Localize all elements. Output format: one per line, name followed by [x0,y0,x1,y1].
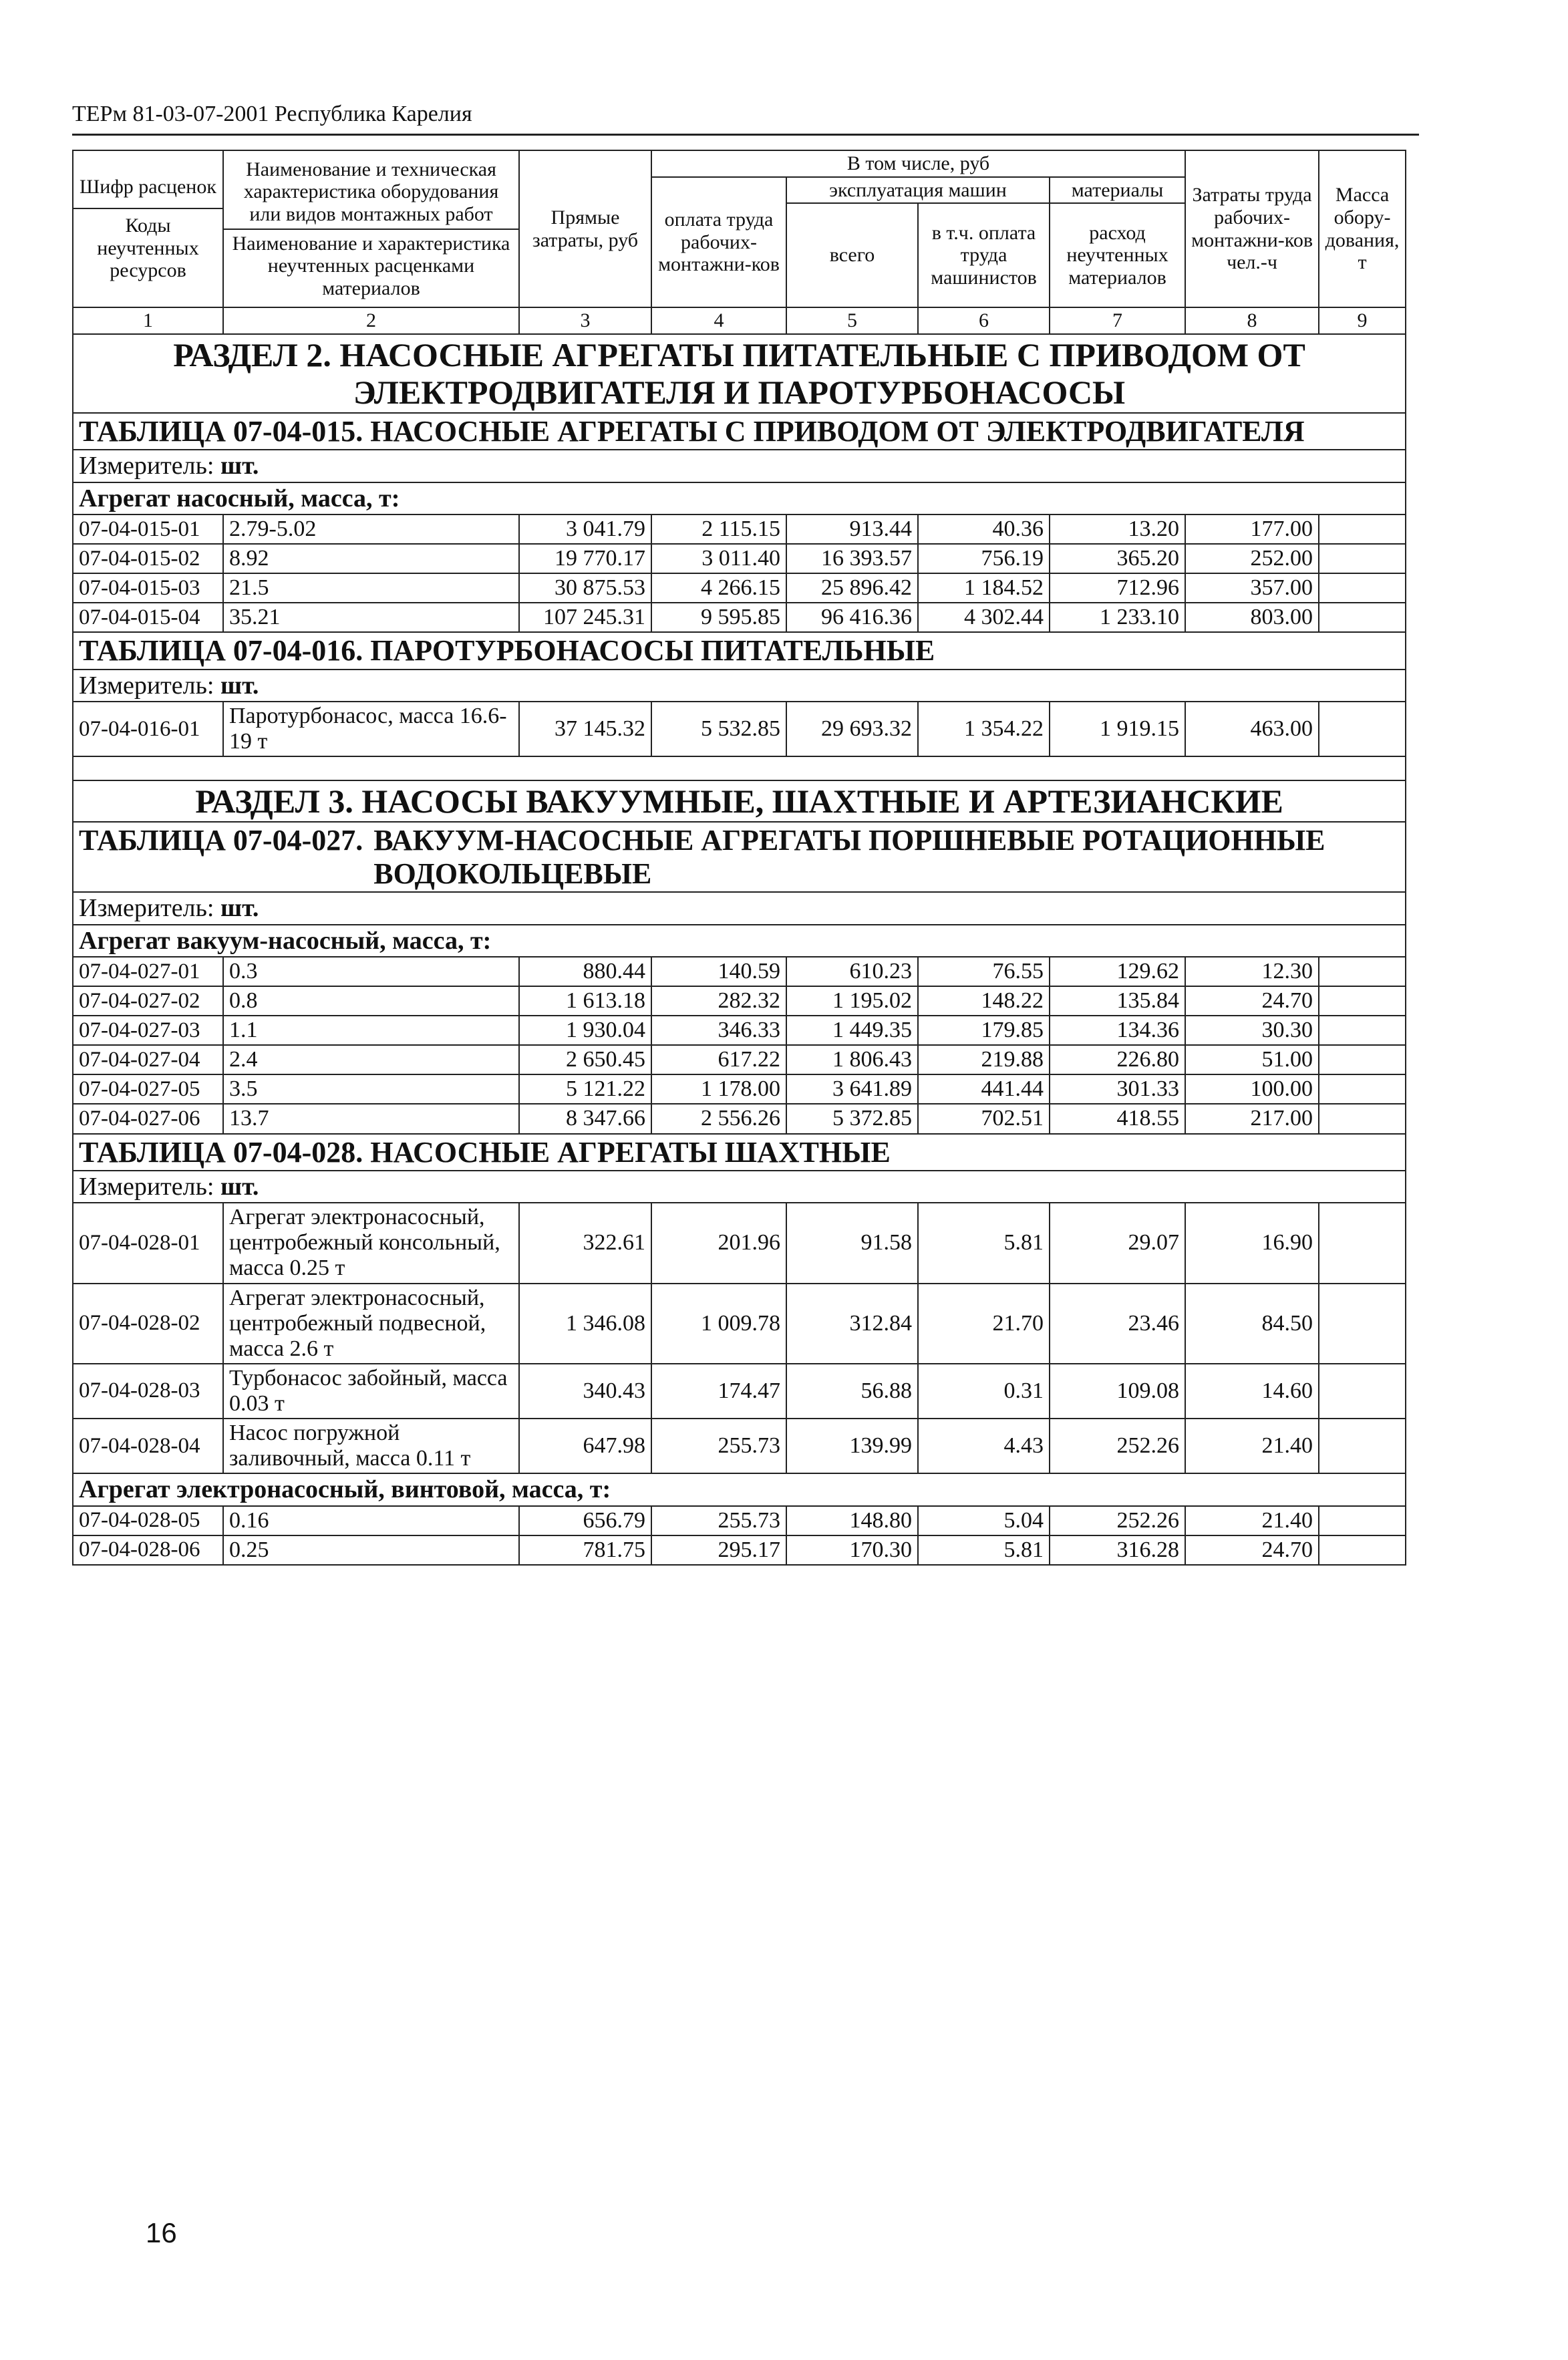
section-title: РАЗДЕЛ 2. НАСОСНЫЕ АГРЕГАТЫ ПИТАТЕЛЬНЫЕ С ПРИВОДОМ ОТ ЭЛЕКТРОДВИГАТЕЛЯ И ПАРОТУРБОНАСОСЫ [73,334,1406,413]
group-heading: Агрегат электронасосный, винтовой, масса, т: [73,1473,1406,1506]
table-row [73,1203,1406,1283]
row-machines-cost: 170.30 [786,1535,918,1565]
col-hours-header: Затраты труда рабочих-монтажни-ков чел.-ч [1185,150,1319,307]
row-machines-cost: 1 195.02 [786,986,918,1016]
row-materials-cost: 134.36 [1050,1016,1185,1045]
row-equipment-mass [1319,986,1406,1016]
col-labor-header: оплата труда рабочих-монтажни-ков [651,177,786,308]
row-direct-cost: 37 145.32 [519,702,651,756]
row-code: 07-04-028-02 [73,1284,223,1364]
col-number: 4 [651,307,786,334]
row-materials-cost: 29.07 [1050,1203,1185,1283]
row-operators-cost: 5.04 [918,1506,1050,1535]
col-code-top: Шифр расценок [80,176,216,198]
row-labor-cost: 3 011.40 [651,544,786,573]
row-name: 0.3 [223,957,519,986]
unit-value: шт. [220,1172,259,1201]
row-machines-cost: 25 896.42 [786,573,918,603]
row-materials-cost: 316.28 [1050,1535,1185,1565]
row-name: Турбонасос забойный, масса 0.03 т [223,1364,519,1419]
row-code: 07-04-016-01 [73,702,223,756]
row-operators-cost: 5.81 [918,1203,1050,1283]
row-code: 07-04-015-01 [73,514,223,544]
row-direct-cost: 340.43 [519,1364,651,1419]
row-labor-hours: 24.70 [1185,1535,1319,1565]
unit-value: шт. [220,452,259,480]
row-materials-cost: 23.46 [1050,1284,1185,1364]
row-labor-hours: 12.30 [1185,957,1319,986]
row-materials-cost: 226.80 [1050,1045,1185,1074]
row-code: 07-04-028-03 [73,1364,223,1419]
row-materials-cost: 1 233.10 [1050,603,1185,632]
row-name: 35.21 [223,603,519,632]
row-labor-hours: 14.60 [1185,1364,1319,1419]
row-materials-cost: 365.20 [1050,544,1185,573]
row-machines-cost: 96 416.36 [786,603,918,632]
table-row [73,603,1406,632]
table-row [73,1104,1406,1133]
col-name-bottom: Наименование и характеристика неучтенных расценками материалов [224,229,518,303]
price-table [72,150,1406,1566]
table-row [73,514,1406,544]
row-name: 8.92 [223,544,519,573]
row-code: 07-04-027-02 [73,986,223,1016]
row-operators-cost: 76.55 [918,957,1050,986]
row-name: Агрегат электронасосный, центробежный подвесной, масса 2.6 т [223,1284,519,1364]
row-operators-cost: 441.44 [918,1074,1050,1104]
row-equipment-mass [1319,1203,1406,1283]
row-operators-cost: 5.81 [918,1535,1050,1565]
row-machines-cost: 139.99 [786,1419,918,1473]
row-labor-cost: 201.96 [651,1203,786,1283]
row-operators-cost: 179.85 [918,1016,1050,1045]
row-equipment-mass [1319,573,1406,603]
table-row [73,1419,1406,1473]
table-row [73,1506,1406,1535]
row-direct-cost: 3 041.79 [519,514,651,544]
row-direct-cost: 107 245.31 [519,603,651,632]
row-direct-cost: 880.44 [519,957,651,986]
row-labor-hours: 463.00 [1185,702,1319,756]
row-machines-cost: 1 806.43 [786,1045,918,1074]
col-code-bottom: Коды неучтенных ресурсов [97,214,199,282]
row-code: 07-04-028-01 [73,1203,223,1283]
row-equipment-mass [1319,1074,1406,1104]
table-title-text: ВАКУУМ-НАСОСНЫЕ АГРЕГАТЫ ПОРШНЕВЫЕ РОТАЦИОННЫЕ ВОДОКОЛЬЦЕВЫЕ [373,824,1325,890]
row-operators-cost: 702.51 [918,1104,1050,1133]
row-operators-cost: 756.19 [918,544,1050,573]
row-code: 07-04-028-05 [73,1506,223,1535]
row-labor-cost: 174.47 [651,1364,786,1419]
row-operators-cost: 0.31 [918,1364,1050,1419]
table-title [73,822,1406,892]
col-number: 7 [1050,307,1185,334]
row-name: 2.4 [223,1045,519,1074]
row-labor-hours: 51.00 [1185,1045,1319,1074]
row-name: 0.8 [223,986,519,1016]
spacer [73,756,1406,780]
row-machines-cost: 610.23 [786,957,918,986]
row-labor-cost: 282.32 [651,986,786,1016]
table-row [73,1074,1406,1104]
row-equipment-mass [1319,514,1406,544]
row-labor-hours: 21.40 [1185,1419,1319,1473]
row-code: 07-04-015-02 [73,544,223,573]
row-equipment-mass [1319,1045,1406,1074]
row-operators-cost: 219.88 [918,1045,1050,1074]
page-number: 16 [146,2217,177,2248]
row-equipment-mass [1319,1284,1406,1364]
table-row [73,1045,1406,1074]
table-row [73,1284,1406,1364]
row-code: 07-04-015-03 [73,573,223,603]
row-name: 13.7 [223,1104,519,1133]
row-labor-cost: 2 556.26 [651,1104,786,1133]
col-number: 1 [73,307,223,334]
row-equipment-mass [1319,1364,1406,1419]
unit-label: Измеритель: [79,671,214,700]
row-machines-cost: 16 393.57 [786,544,918,573]
row-direct-cost: 5 121.22 [519,1074,651,1104]
row-labor-cost: 4 266.15 [651,573,786,603]
table-title-code: ТАБЛИЦА 07-04-027. [79,824,363,857]
row-code: 07-04-015-04 [73,603,223,632]
col-direct-header: Прямые затраты, руб [519,150,651,307]
row-code: 07-04-027-06 [73,1104,223,1133]
row-materials-cost: 301.33 [1050,1074,1185,1104]
row-name: Паротурбонасос, масса 16.6-19 т [223,702,519,756]
row-direct-cost: 30 875.53 [519,573,651,603]
row-machines-cost: 913.44 [786,514,918,544]
document-header: ТЕРм 81-03-07-2001 Республика Карелия [72,102,472,126]
group-heading: Агрегат насосный, масса, т: [73,482,1406,515]
row-labor-hours: 252.00 [1185,544,1319,573]
row-direct-cost: 19 770.17 [519,544,651,573]
row-labor-cost: 9 595.85 [651,603,786,632]
row-machines-cost: 29 693.32 [786,702,918,756]
row-labor-cost: 1 009.78 [651,1284,786,1364]
row-labor-hours: 24.70 [1185,986,1319,1016]
table-row [73,1364,1406,1419]
row-equipment-mass [1319,702,1406,756]
row-labor-cost: 346.33 [651,1016,786,1045]
row-operators-cost: 21.70 [918,1284,1050,1364]
unit-label: Измеритель: [79,452,214,480]
unit-label: Измеритель: [79,893,214,922]
row-labor-hours: 357.00 [1185,573,1319,603]
col-number: 8 [1185,307,1319,334]
unit-of-measure [73,670,1406,702]
row-labor-cost: 255.73 [651,1419,786,1473]
col-number: 6 [918,307,1050,334]
row-equipment-mass [1319,1016,1406,1045]
row-labor-hours: 177.00 [1185,514,1319,544]
row-machines-cost: 1 449.35 [786,1016,918,1045]
row-name: 0.16 [223,1506,519,1535]
col-mass-header: Масса обору-дования, т [1319,150,1406,307]
row-direct-cost: 2 650.45 [519,1045,651,1074]
row-direct-cost: 781.75 [519,1535,651,1565]
row-direct-cost: 647.98 [519,1419,651,1473]
row-materials-cost: 1 919.15 [1050,702,1185,756]
unit-value: шт. [220,893,259,922]
row-operators-cost: 148.22 [918,986,1050,1016]
row-machines-cost: 91.58 [786,1203,918,1283]
row-labor-hours: 100.00 [1185,1074,1319,1104]
table-row [73,1535,1406,1565]
row-materials-cost: 252.26 [1050,1506,1185,1535]
row-direct-cost: 1 613.18 [519,986,651,1016]
row-code: 07-04-027-04 [73,1045,223,1074]
row-name: 1.1 [223,1016,519,1045]
col-exploitation-header: эксплуатация машин [786,177,1050,204]
row-labor-hours: 84.50 [1185,1284,1319,1364]
row-machines-cost: 5 372.85 [786,1104,918,1133]
row-equipment-mass [1319,1506,1406,1535]
row-materials-cost: 418.55 [1050,1104,1185,1133]
row-materials-cost: 109.08 [1050,1364,1185,1419]
row-machines-cost: 3 641.89 [786,1074,918,1104]
row-machines-cost: 148.80 [786,1506,918,1535]
row-labor-cost: 617.22 [651,1045,786,1074]
col-group-header: В том числе, руб [651,150,1185,177]
unit-of-measure [73,1171,1406,1203]
col-machines-header: всего [786,203,918,307]
row-name: 3.5 [223,1074,519,1104]
col-code-header [73,150,223,307]
row-labor-hours: 16.90 [1185,1203,1319,1283]
col-number: 9 [1319,307,1406,334]
row-code: 07-04-028-04 [73,1419,223,1473]
row-machines-cost: 312.84 [786,1284,918,1364]
col-material-use-header: расход неучтенных материалов [1050,203,1185,307]
section-title: РАЗДЕЛ 3. НАСОСЫ ВАКУУМНЫЕ, ШАХТНЫЕ И АРТЕЗИАНСКИЕ [73,780,1406,822]
row-direct-cost: 1 346.08 [519,1284,651,1364]
row-materials-cost: 13.20 [1050,514,1185,544]
row-labor-hours: 803.00 [1185,603,1319,632]
table-row [73,957,1406,986]
table-title: ТАБЛИЦА 07-04-028. НАСОСНЫЕ АГРЕГАТЫ ШАХТНЫЕ [73,1134,1406,1171]
row-code: 07-04-027-03 [73,1016,223,1045]
table-row [73,986,1406,1016]
group-heading: Агрегат вакуум-насосный, масса, т: [73,925,1406,957]
row-labor-cost: 295.17 [651,1535,786,1565]
row-labor-cost: 2 115.15 [651,514,786,544]
row-direct-cost: 1 930.04 [519,1016,651,1045]
row-labor-hours: 30.30 [1185,1016,1319,1045]
row-code: 07-04-027-01 [73,957,223,986]
unit-of-measure [73,892,1406,925]
table-row [73,573,1406,603]
row-equipment-mass [1319,544,1406,573]
row-materials-cost: 712.96 [1050,573,1185,603]
row-operators-cost: 1 354.22 [918,702,1050,756]
col-number: 3 [519,307,651,334]
column-number-row [73,307,1406,334]
row-labor-cost: 140.59 [651,957,786,986]
row-direct-cost: 656.79 [519,1506,651,1535]
col-name-top: Наименование и техническая характеристика оборудования или видов монтажных работ [243,158,499,225]
row-labor-hours: 21.40 [1185,1506,1319,1535]
col-name-header [223,150,519,307]
row-operators-cost: 4 302.44 [918,603,1050,632]
table-title: ТАБЛИЦА 07-04-016. ПАРОТУРБОНАСОСЫ ПИТАТЕЛЬНЫЕ [73,632,1406,669]
col-operators-header: в т.ч. оплата труда машинистов [918,203,1050,307]
row-operators-cost: 4.43 [918,1419,1050,1473]
row-operators-cost: 1 184.52 [918,573,1050,603]
row-labor-cost: 255.73 [651,1506,786,1535]
row-direct-cost: 8 347.66 [519,1104,651,1133]
row-name: 21.5 [223,573,519,603]
row-equipment-mass [1319,1104,1406,1133]
unit-label: Измеритель: [79,1172,214,1201]
col-number: 2 [223,307,519,334]
unit-of-measure [73,450,1406,482]
col-number: 5 [786,307,918,334]
row-materials-cost: 129.62 [1050,957,1185,986]
row-name: 2.79-5.02 [223,514,519,544]
row-direct-cost: 322.61 [519,1203,651,1283]
row-machines-cost: 56.88 [786,1364,918,1419]
divider [73,208,222,209]
row-equipment-mass [1319,603,1406,632]
row-equipment-mass [1319,957,1406,986]
row-operators-cost: 40.36 [918,514,1050,544]
row-name: 0.25 [223,1535,519,1565]
row-code: 07-04-027-05 [73,1074,223,1104]
table-row [73,544,1406,573]
col-materials-header: материалы [1050,177,1185,204]
table-title: ТАБЛИЦА 07-04-015. НАСОСНЫЕ АГРЕГАТЫ С ПРИВОДОМ ОТ ЭЛЕКТРОДВИГАТЕЛЯ [73,413,1406,450]
table-row [73,1016,1406,1045]
row-name: Насос погружной заливочный, масса 0.11 т [223,1419,519,1473]
row-labor-cost: 1 178.00 [651,1074,786,1104]
row-materials-cost: 135.84 [1050,986,1185,1016]
unit-value: шт. [220,671,259,700]
row-code: 07-04-028-06 [73,1535,223,1565]
header-rule [72,134,1419,136]
row-labor-cost: 5 532.85 [651,702,786,756]
table-row [73,702,1406,756]
row-equipment-mass [1319,1419,1406,1473]
row-name: Агрегат электронасосный, центробежный консольный, масса 0.25 т [223,1203,519,1283]
row-materials-cost: 252.26 [1050,1419,1185,1473]
row-equipment-mass [1319,1535,1406,1565]
row-labor-hours: 217.00 [1185,1104,1319,1133]
